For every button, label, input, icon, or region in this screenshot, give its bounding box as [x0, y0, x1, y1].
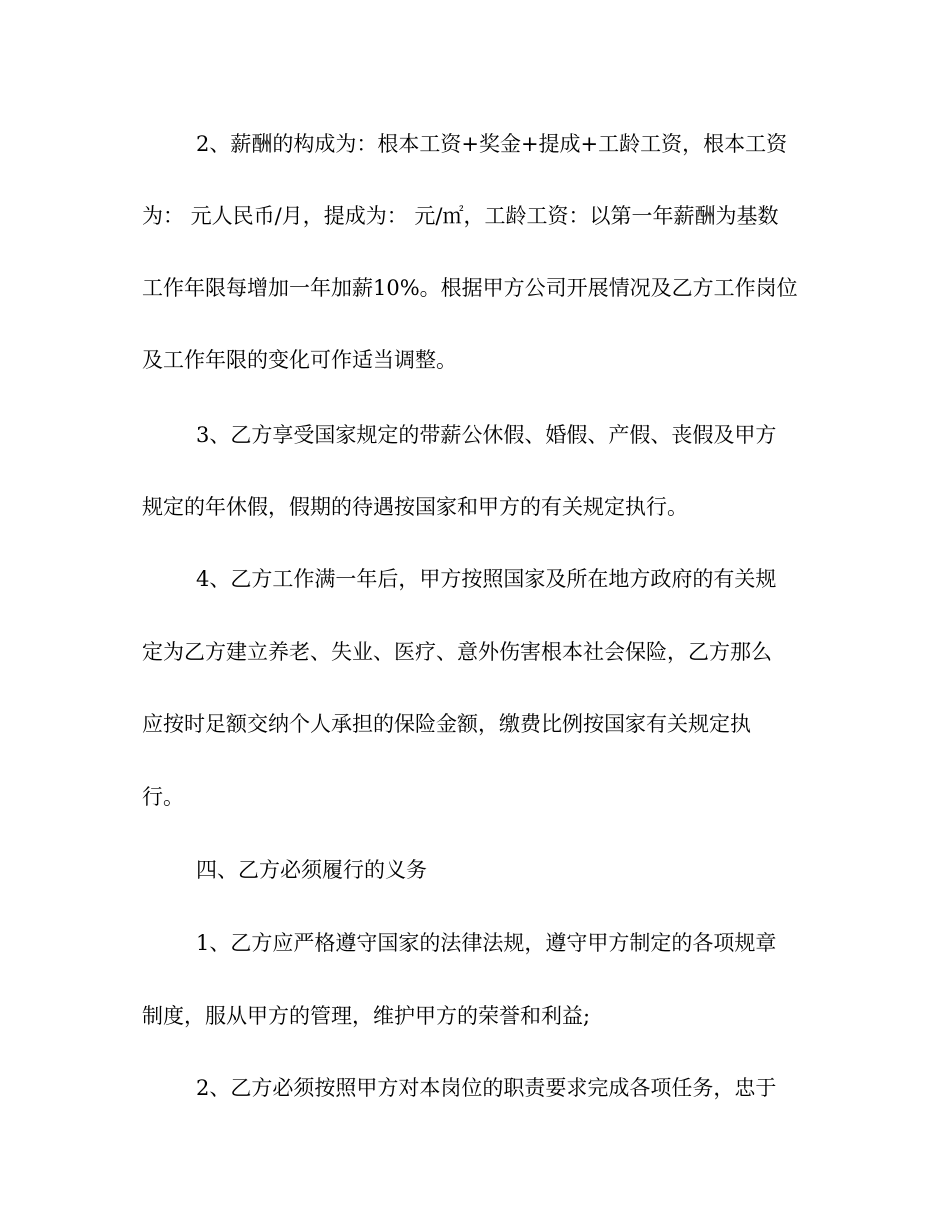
- duty-1-line-1: 1、乙方应严格遵守国家的法律法规，遵守甲方制定的各项规章: [196, 931, 777, 955]
- paragraph-2-line-3: 工作年限每增加一年加薪10%。根据甲方公司开展情况及乙方工作岗位: [142, 276, 798, 300]
- paragraph-4-line-1: 4、乙方工作满一年后，甲方按照国家及所在地方政府的有关规: [196, 567, 777, 591]
- paragraph-2-line-1: 2、薪酬的构成为：根本工资+奖金+提成+工龄工资，根本工资: [196, 132, 788, 156]
- paragraph-4-line-3: 应按时足额交纳个人承担的保险金额，缴费比例按国家有关规定执: [142, 712, 751, 736]
- section-heading: 四、乙方必须履行的义务: [196, 858, 427, 882]
- duty-1-line-2: 制度，服从甲方的管理，维护甲方的荣誉和利益;: [142, 1004, 591, 1028]
- paragraph-2-line-4: 及工作年限的变化可作适当调整。: [142, 348, 457, 372]
- paragraph-4-line-4: 行。: [142, 785, 184, 809]
- paragraph-4-line-2: 定为乙方建立养老、失业、医疗、意外伤害根本社会保险，乙方那么: [142, 640, 772, 664]
- paragraph-3-line-1: 3、乙方享受国家规定的带薪公休假、婚假、产假、丧假及甲方: [196, 423, 777, 447]
- paragraph-3-line-2: 规定的年休假，假期的待遇按国家和甲方的有关规定执行。: [142, 495, 688, 519]
- duty-2-line-1: 2、乙方必须按照甲方对本岗位的职责要求完成各项任务，忠于: [196, 1076, 777, 1100]
- paragraph-2-line-2: 为： 元人民币/月，提成为： 元/㎡，工龄工资：以第一年薪酬为基数: [142, 204, 779, 228]
